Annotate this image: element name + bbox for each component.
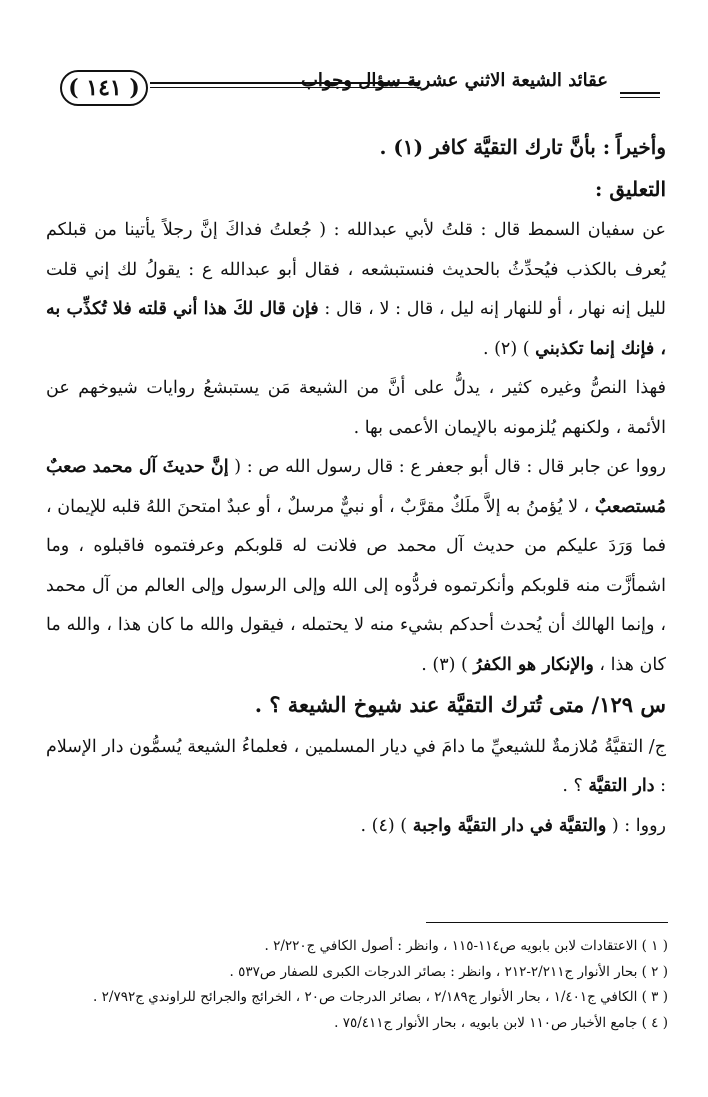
narration-2-emphasis-2: والإنكار هو الكفرُ: [473, 654, 594, 675]
question-heading: س ١٢٩/ متى تُترك التقيَّة عند شيوخ الشيعة ؟ .: [254, 692, 666, 717]
header-title-mark: [620, 92, 660, 98]
page-body: [46, 128, 666, 846]
narration-2-intro: رووا عن جابر قال : قال أبو جعفر ع : قال رسول الله ص : (: [234, 457, 666, 477]
running-title: عقائد الشيعة الاثني عشرية سؤال وجواب: [300, 70, 608, 91]
footnote-3: ( ٣ ) الكافي ج١/٤٠١ ، بحار الأنوار ج٢/١٨٩ ، بصائر الدرجات ص٢٠ ، الخرائج والجرائح للراوندي ج٢/٧٩٢ .: [93, 989, 668, 1005]
narration-2-emphasis: إنَّ حديثَ آل محمد صعبٌ مُستصعبٌ: [46, 457, 666, 517]
commentary-paragraph: فهذا النصُّ وغيره كثير ، يدلُّ على أنَّ من الشيعة مَن يستبشعُ روايات شيوخهم عن الأئمة ، ولكنهم يُلزمونه بالإيمان الأعمى بها .: [46, 378, 666, 438]
narration-1-emphasis: فإن قال لكَ هذا أني قلته فلا تُكذِّب به ، فإنك إنما تكذبني: [46, 299, 666, 359]
footnote-2: ( ٢ ) بحار الأنوار ج٢/٢١١-٢١٢ ، وانظر : بصائر الدرجات الكبرى للصفار ص٥٣٧ .: [229, 963, 668, 980]
narration-1-text: عن سفيان السمط قال : قلتُ لأبي عبدالله : ( جُعلتُ فداكَ إنَّ رجلاً يأتينا من قبلكم يُعرف بالكذب فيُحدِّثُ بالحديث فنستبشعه ، فقال أبو عبدالله ع : يقولُ لك إني قلت لليل إنه نهار ، أو للنهار إنه ليل ، قال : لا ، قال :: [46, 220, 666, 319]
answer-end: ؟ .: [562, 776, 583, 796]
narration-2-text: ، لا يُؤمنُ به إلاَّ ملَكٌ مقرَّبٌ ، أو نبيٌّ مرسلٌ ، أو عبدٌ امتحنَ اللهُ قلبه للإيمان ، فما وَرَدَ عليكم من حديث آل محمد ص فلانت له قلوبكم وعرفتموه فاقبلوه ، وما اشمأزَّت منه قلوبكم وأنكرتموه فردُّوه إلى الله وإلى الرسول وإلى العالم من آل محمد ، وإنما الهالك أن يُحدث أحدكم بشيء منه لا يحتمله ، فيقول والله ما كان هذا ، والله ما كان هذا ،: [46, 496, 666, 675]
narration-2: [46, 448, 666, 685]
narration-3-emphasis: والتقيَّة في دار التقيَّة واجبة: [412, 815, 607, 836]
page-number: ( ١٤١ ): [60, 70, 148, 106]
answer-text: ج/ التقيَّةُ مُلازمةٌ للشيعيِّ ما دامَ في ديار المسلمين ، فعلماءُ الشيعة يُسمُّون دار الإسلام :: [46, 736, 666, 796]
footnotes: [46, 934, 668, 1036]
narration-1-end: ) (٢) .: [482, 338, 530, 359]
narration-2-end: ) (٣) .: [421, 654, 468, 675]
page-header: [50, 68, 660, 108]
question-heading-line: [46, 685, 666, 728]
narration-1: [46, 211, 666, 369]
lead-in: وأخيراً: [615, 135, 666, 159]
statement: : بأنَّ تارك التقيَّة كافر (١) .: [379, 135, 611, 159]
footnote-separator: [426, 922, 668, 923]
narration-3-end: ) (٤) .: [360, 815, 408, 836]
answer-emphasis: دار التقيَّة: [588, 776, 655, 796]
answer-paragraph: [46, 728, 666, 807]
footnote-1: ( ١ ) الاعتقادات لابن بابويه ص١١٤-١١٥ ، وانظر : أصول الكافي ج٢/٢٢٠ .: [264, 938, 668, 954]
statement-paragraph: [46, 128, 666, 170]
narration-3-intro: رووا : (: [611, 815, 666, 836]
commentary-title: التعليق :: [594, 176, 666, 201]
commentary-title-line: [46, 170, 666, 212]
narration-3: [46, 807, 666, 847]
footnote-4: ( ٤ ) جامع الأخبار ص١١٠ لابن بابويه ، بحار الأنوار ج٧٥/٤١١ .: [334, 1014, 668, 1031]
